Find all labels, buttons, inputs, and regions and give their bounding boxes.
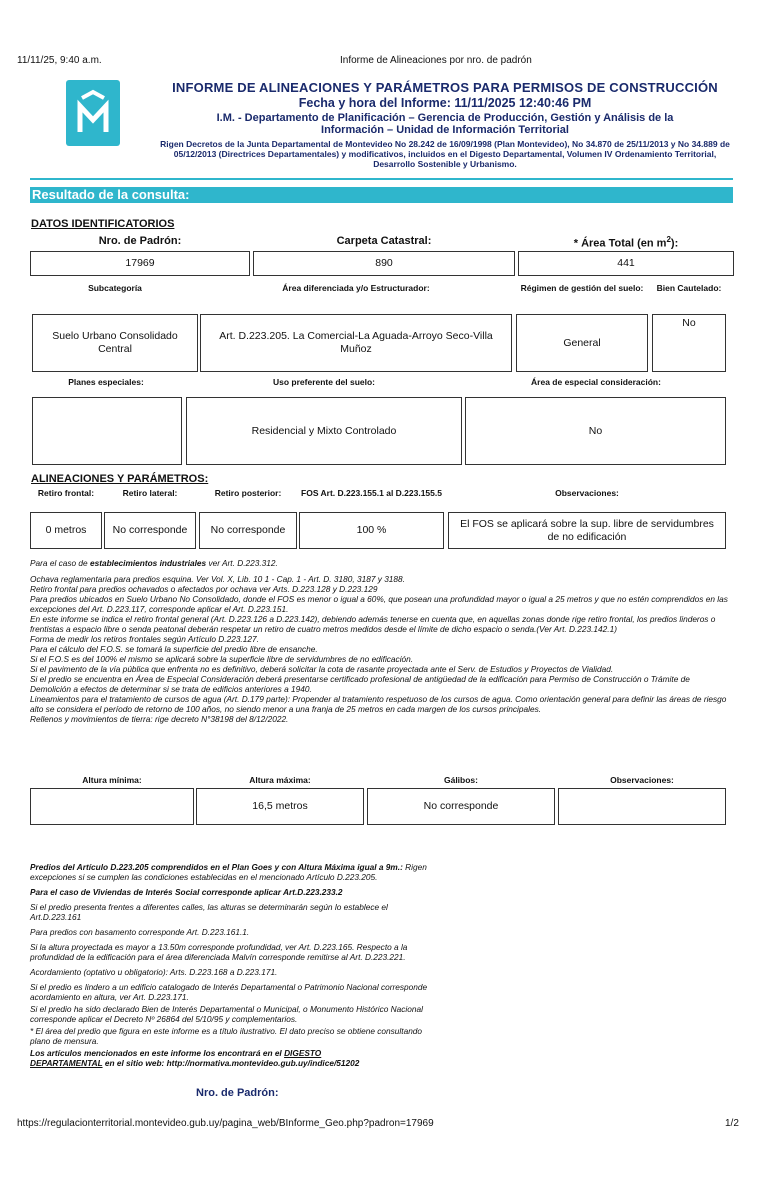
department-line-1: I.M. - Departamento de Planificación – Gerencia de Producción, Gestión y Análisis de la (216, 112, 674, 124)
regimen-label: Régimen de gestión del suelo: (520, 283, 644, 293)
datos-section-title: DATOS IDENTIFICATORIOS (31, 218, 175, 230)
note-frentes: Si el predio presenta frentes a diferentes calles, las alturas se determinarán según lo establece el Art.D.223.161 (30, 902, 388, 922)
note-bien-interes: Si el predio ha sido declarado Bien de Interés Departamental o Municipal, o Monumento Histórico Nacional corresponde aplicar el Decreto Nº 26864 del 5/10/95 y complementarios. (30, 1004, 423, 1024)
alturas-obs-value (558, 788, 726, 825)
note-plan-goes-bold: Predios del Artículo D.223.205 comprendidos en el Plan Goes y con Altura Máxima igual a 9m.: (30, 862, 403, 872)
planes-especiales-value (32, 397, 182, 465)
subcategoria-value: Suelo Urbano Consolidado Central (32, 314, 198, 372)
subcategoria-label: Subcategoría (88, 283, 142, 293)
retiro-lateral-value: No corresponde (104, 512, 196, 549)
digesto-link-1[interactable]: DIGESTO (284, 1048, 322, 1058)
note-acordamiento: Acordamiento (optativo u obligatorio): Arts. D.223.168 a D.223.171. (30, 967, 278, 977)
note-pavimento: Si el pavimento de la vía pública que enfrenta no es definitivo, deberá solicitar la cota de rasante proyectada ante el Serv. de Estudios y Proyectos de Vialidad. (30, 664, 614, 674)
print-url: https://regulacionterritorial.montevideo.gub.uy/pagina_web/BInforme_Geo.php?padron=17969 (17, 1118, 434, 1129)
note-suelo-no-consolidado: Para predios ubicados en Suelo Urbano No Consolidado, donde el FOS es menor o igual a 60%, que posean una profundidad mayor o igual a 25 metros y que no estén comprendidos en las excepciones del Art. D.223.117, corresponde aplicar el Art. D.223.151. (30, 594, 728, 614)
area-diferenciada-value: Art. D.223.205. La Comercial-La Aguada-Arroyo Seco-Villa Muñoz (200, 314, 512, 372)
note-digesto (30, 1048, 440, 1068)
note-basamento: Para predios con basamento corresponde Art. D.223.161.1. (30, 927, 250, 937)
note-area-especial: Si el predio se encuentra en Área de Especial Consideración deberá presentarse certificado profesional de antigüedad de la edificación para Permiso de Construcción o Trámite de Demolición a efectos de determinar si se trata de edificios anteriores a 1940. (30, 674, 690, 694)
fos-value: 100 % (299, 512, 444, 549)
area-total-label (518, 235, 734, 250)
retiro-frontal-value: 0 metros (30, 512, 102, 549)
note-area-ilustrativa: * El área del predio que figura en este informe es a título ilustrativo. El dato preciso se obtiene consultando plano de mensura. (30, 1026, 423, 1046)
print-page-title: Informe de Alineaciones por nro. de padrón (340, 55, 532, 66)
retiro-frontal-label: Retiro frontal: (37, 488, 95, 498)
report-decrees: Rigen Decretos de la Junta Departamental de Montevideo No 28.242 de 16/09/1998 (Plan Montevideo), No 34.870 de 25/11/2013 y No 34.889 de 05/12/2013 (Directrices Departamentales) y modificativos, incluidos en el Digesto Departamental, Volumen IV Ordenamiento Territorial, Desarrollo Sostenible y Urbanismo. (160, 139, 730, 169)
area-total-sup: 2 (666, 235, 671, 244)
altura-maxima-value: 16,5 metros (196, 788, 364, 825)
galibos-label: Gálibos: (443, 775, 478, 785)
padron-label: Nro. de Padrón: (98, 235, 182, 247)
m-logo-icon (66, 80, 120, 146)
report-datetime: Fecha y hora del Informe: 11/11/2025 12:40:46 PM (298, 96, 592, 110)
note-industrial-post: ver Art. D.223.312. (206, 558, 278, 568)
altura-maxima-label: Altura máxima: (249, 775, 311, 785)
header-divider (30, 178, 733, 180)
note-lindero: Si el predio es lindero a un edificio catalogado de Interés Departamental o Patrimonio Nacional corresponde acordamiento en altura, ver Art. D.223.171. (30, 982, 428, 1002)
altura-minima-label: Altura mínima: (82, 775, 142, 785)
bien-cautelado-label: Bien Cautelado: (656, 283, 722, 293)
retiro-lateral-label: Retiro lateral: (122, 488, 178, 498)
fos-label: FOS Art. D.223.155.1 al D.223.155.5 (301, 488, 442, 498)
note-digesto-pre: Los artículos mencionados en este informe los encontrará en el (30, 1048, 285, 1058)
area-diferenciada-label: Área diferenciada y/o Estructurador: (282, 283, 430, 293)
notes-block-1 (30, 558, 730, 724)
bien-cautelado-value: No (652, 314, 726, 372)
report-department (150, 112, 740, 136)
padron-value: 17969 (30, 251, 250, 276)
area-total-label-suffix: ): (670, 237, 679, 250)
retiro-posterior-label: Retiro posterior: (214, 488, 282, 498)
especial-consideracion-label: Área de especial consideración: (531, 377, 661, 387)
area-total-value: 441 (518, 251, 734, 276)
uso-preferente-value: Residencial y Mixto Controlado (186, 397, 462, 465)
uso-preferente-label: Uso preferente del suelo: (272, 377, 376, 387)
note-plan-goes-post: Rigen excepciones si se cumplen las condiciones establecidas en el mencionado Artículo D.223.205. (30, 862, 427, 882)
note-industrial-bold: establecimientos industriales (89, 558, 207, 568)
note-retiro-general: En este informe se indica el retiro frontal general (Art. D.223.126 a D.223.142), debiendo además tenerse en cuenta que, en aquellas zonas donde rige retiro frontal, los predios linderos o frentistas a espacio libre o senda peatonal deberán respetar un retiro de cuatro metros medidos desde el límite de dicho espacio o senda.(Ver Art. D.223.142.1) (30, 614, 716, 634)
note-retiro-ochava: Retiro frontal para predios ochavados o afectados por ochava ver Arts. D.223.128 y D.223.129 (30, 584, 378, 594)
result-bar: Resultado de la consulta: (30, 187, 733, 203)
altura-minima-value (30, 788, 194, 825)
galibos-value: No corresponde (367, 788, 555, 825)
alineaciones-obs-value: El FOS se aplicará sobre la sup. libre de servidumbres de no edificación (448, 512, 726, 549)
area-total-label-text: * Área Total (en m (573, 237, 667, 250)
note-plan-goes (30, 862, 440, 882)
note-cursos-agua: Lineamientos para el tratamiento de cursos de agua (Art. D.179 parte): Propender al tratamiento respetuoso de los cursos de agua. Como orientación general para definir las áreas de riesgo alto se considera el período de retorno de 100 años, no siendo menor a una franja de 25 metros en cada margen de los cursos principales. (30, 694, 727, 714)
note-industrial (30, 558, 730, 568)
notes-block-2 (30, 862, 440, 1068)
digesto-link-2[interactable]: DEPARTAMENTAL (30, 1058, 103, 1068)
note-vis: Para el caso de Viviendas de Interés Social corresponde aplicar Art.D.223.233.2 (30, 887, 343, 897)
note-rellenos: Rellenos y movimientos de tierra: rige decreto N°38198 del 8/12/2022. (30, 714, 289, 724)
planes-especiales-label: Planes especiales: (68, 377, 144, 387)
note-ochava: Ochava reglamentaria para predios esquina. Ver Vol. X, Lib. 10 1 - Cap. 1 - Art. D. 3180, 3187 y 3188. (30, 574, 405, 584)
carpeta-label: Carpeta Catastral: (336, 235, 432, 247)
alineaciones-obs-label: Observaciones: (555, 488, 619, 498)
department-line-2: Información – Unidad de Información Territorial (321, 124, 569, 136)
footer-padron-label: Nro. de Padrón: (196, 1087, 279, 1099)
note-fos-100: Si el F.O.S es del 100% el mismo se aplicará sobre la superficie libre de servidumbres de no edificación. (30, 654, 414, 664)
print-datetime: 11/11/25, 9:40 a.m. (17, 55, 102, 66)
note-industrial-pre: Para el caso de (30, 558, 90, 568)
report-title: INFORME DE ALINEACIONES Y PARÁMETROS PARA PERMISOS DE CONSTRUCCIÓN (172, 80, 718, 95)
alineaciones-section-title: ALINEACIONES Y PARÁMETROS: (31, 473, 209, 485)
note-profundidad: Si la altura proyectada es mayor a 13.50m corresponde profundidad, ver Art. D.223.165. Respecto a la profundidad de la edificación para el área diferenciada Malvín corresponde remitirse al Art. D.223.221. (30, 942, 408, 962)
note-medir-retiros: Forma de medir los retiros frontales según Artículo D.223.127. (30, 634, 259, 644)
regimen-value: General (516, 314, 648, 372)
alturas-obs-label: Observaciones: (610, 775, 674, 785)
note-calculo-fos: Para el cálculo del F.O.S. se tomará la superficie del predio libre de ensanche. (30, 644, 318, 654)
especial-consideracion-value: No (465, 397, 726, 465)
print-page-number: 1/2 (725, 1118, 739, 1129)
note-digesto-post: en el sitio web: http://normativa.montevideo.gub.uy/indice/51202 (102, 1058, 360, 1068)
carpeta-value: 890 (253, 251, 515, 276)
retiro-posterior-value: No corresponde (199, 512, 297, 549)
montevideo-logo (66, 80, 120, 146)
